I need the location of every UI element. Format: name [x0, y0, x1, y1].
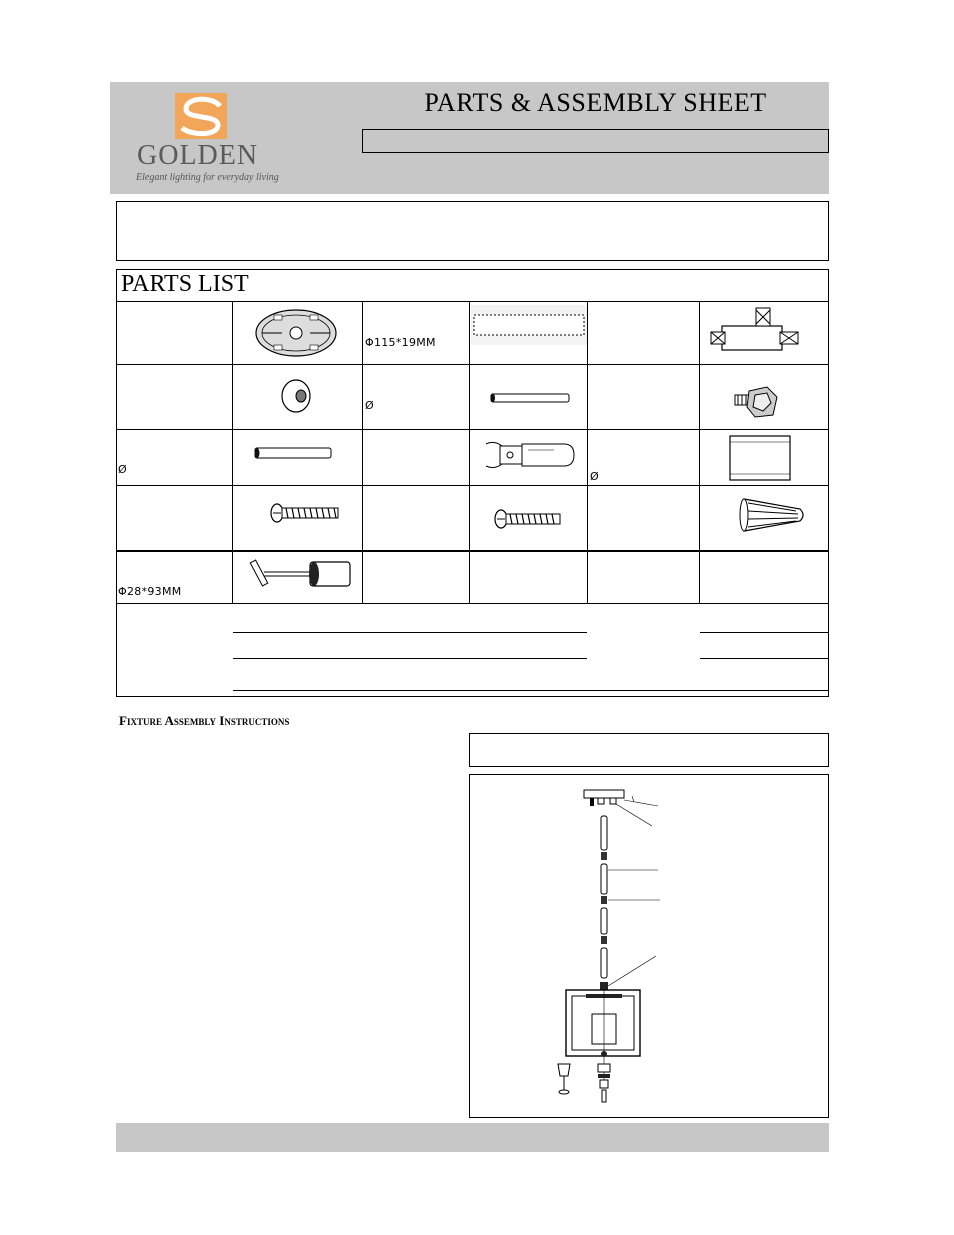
table-rule [233, 658, 587, 659]
glass-panel-icon [728, 434, 792, 482]
socket-collar-icon [252, 556, 356, 592]
table-rule [116, 603, 829, 604]
wire-connector-icon [738, 493, 810, 537]
table-rule [469, 301, 470, 603]
backplate-strip-icon [471, 305, 587, 345]
long-screw-icon [270, 502, 340, 524]
table-rule [116, 485, 829, 486]
brand-logo [134, 92, 279, 192]
assembly-diagram-icon [540, 786, 670, 1111]
ball-dimension: Ø [365, 399, 374, 412]
description-box [116, 201, 829, 261]
footer-band [116, 1123, 829, 1152]
table-rule [116, 301, 829, 302]
step-header-box [469, 733, 829, 767]
table-rule [116, 364, 829, 365]
page-title: PARTS & ASSEMBLY SHEET [424, 88, 767, 117]
parts-list-title: PARTS LIST [121, 271, 249, 297]
long-rod-icon [253, 446, 333, 460]
brand-tagline: Elegant lighting for everyday living [136, 172, 279, 183]
table-rule [700, 632, 829, 633]
brand-name: GOLDEN [137, 140, 259, 171]
table-rule [587, 301, 588, 603]
model-number-field [362, 129, 829, 153]
canopy-plate-icon [252, 307, 342, 359]
short-screw-icon [494, 508, 564, 530]
light-bulb-icon [484, 438, 576, 472]
collar-dimension: Φ28*93MM [118, 585, 182, 598]
bulb-dimension: Ø [590, 470, 599, 483]
table-rule [116, 550, 829, 552]
finial-ball-icon [280, 379, 314, 413]
set-screw-icon [733, 385, 781, 419]
table-rule [233, 632, 587, 633]
table-rule [700, 658, 829, 659]
table-rule [116, 429, 829, 430]
table-rule [362, 301, 363, 603]
mounting-bracket-icon [708, 306, 804, 360]
short-rod-icon [489, 392, 571, 404]
rod-dimension: Ø [118, 463, 127, 476]
table-rule [699, 301, 700, 603]
instructions-title: Fixture Assembly Instructions [119, 713, 290, 728]
table-rule [232, 301, 233, 603]
table-rule [233, 690, 829, 691]
canopy-dimension: Φ115*19MM [365, 336, 436, 349]
